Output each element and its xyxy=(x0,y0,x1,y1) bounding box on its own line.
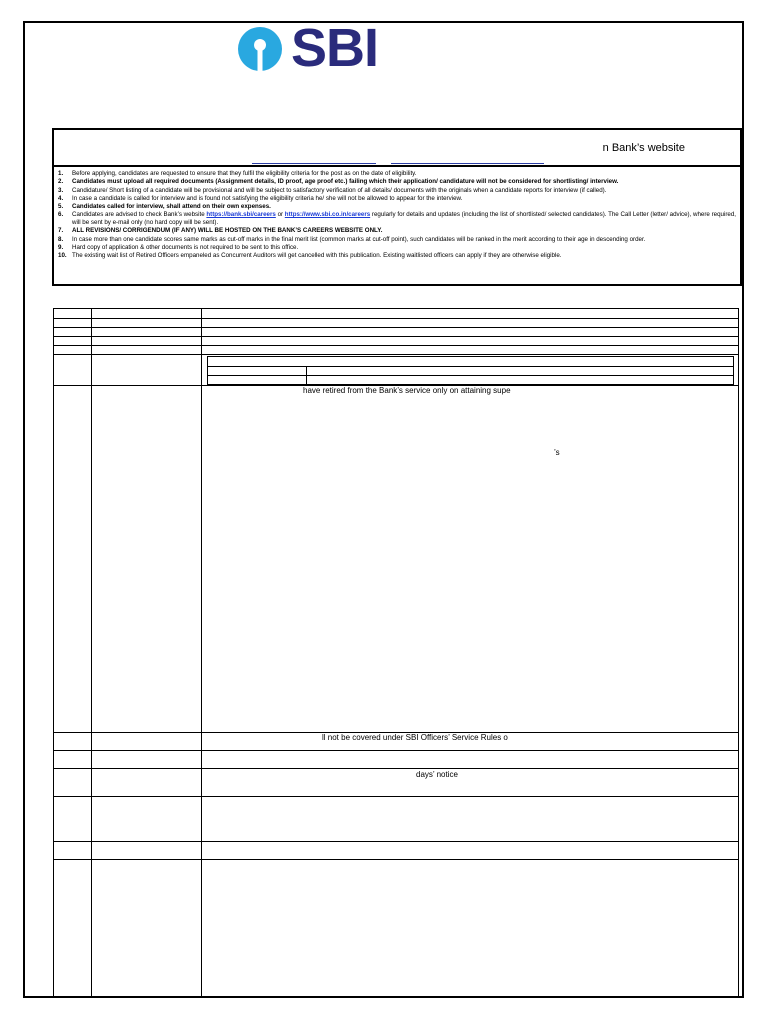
list-item: 4. In case a candidate is called for interview and is found not satisfying the eligibility criteria he/ she will not be allowed to appear for the interview. xyxy=(58,194,463,202)
inner-grid-line xyxy=(208,375,733,376)
sbi-logo-text: SBI xyxy=(291,18,379,78)
table-divider xyxy=(201,309,202,997)
inner-grid xyxy=(207,356,734,385)
notice-box xyxy=(52,128,742,286)
inner-grid-line xyxy=(306,366,307,385)
text-fragment: ll not be covered under SBI Officers’ Service Rules o xyxy=(322,733,508,742)
instructions-list xyxy=(58,170,736,261)
list-item: 6. Candidates are advised to check Bank’s website https://bank.sbi/careers or https://www.sbi.co.in/careers regularly for details and updates (including the list of shortlisted/ selected candidates). The Call Letter (letter/ advice), where required, will be sent by e-mail only (no hard copy will be sent). xyxy=(58,211,737,227)
notice-header-text: n Bank’s website xyxy=(602,142,685,154)
careers-link[interactable]: https://www.sbi.co.in/careers xyxy=(284,211,371,219)
table-row-line xyxy=(54,841,738,842)
list-item: 3. Candidature/ Short listing of a candidate will be provisional and will be subject to satisfactory verification of all details/ documents with the originals when a candidate reports for interview (if called). xyxy=(58,186,607,194)
list-item: 5. Candidates called for interview, shall attend on their own expenses. xyxy=(58,203,271,211)
table-row-line xyxy=(54,750,738,751)
details-table xyxy=(53,308,739,998)
table-row-line xyxy=(54,336,738,337)
list-item: 7. ALL REVISIONS/ CORRIGENDUM (IF ANY) WILL BE HOSTED ON THE BANK’S CAREERS WEBSITE ONLY. xyxy=(58,227,383,235)
list-item: 8. In case more than one candidate scores same marks as cut-off marks in the final merit list (common marks at cut-off point), such candidates will be ranked in the merit according to their age in descending order. xyxy=(58,235,646,243)
table-row-line xyxy=(54,796,738,797)
inner-grid-line xyxy=(208,366,733,367)
list-item: 9. Hard copy of application & other documents is not required to be sent to this office. xyxy=(58,244,299,252)
list-item: 2. Candidates must upload all required documents (Assignment details, ID proof, age proof etc.) failing which their application/ candidature will not be considered for shortlisting/ interview. xyxy=(58,178,619,186)
sbi-logo-icon xyxy=(237,26,283,72)
table-row-line xyxy=(54,768,738,769)
text-fragment: ’s xyxy=(554,448,560,457)
table-row-line xyxy=(54,327,738,328)
careers-link[interactable]: https://bank.sbi/careers xyxy=(206,211,276,219)
notice-header xyxy=(54,130,740,167)
header-underline xyxy=(252,163,376,164)
table-row-line xyxy=(54,318,738,319)
header-underline xyxy=(391,163,544,164)
table-divider xyxy=(91,309,92,997)
table-row-line xyxy=(54,354,738,355)
text-fragment: have retired from the Bank’s service only on attaining supe xyxy=(303,386,511,395)
list-item: 10. The existing wait list of Retired Officers empaneled as Concurrent Auditors will get cancelled with this publication. Existing waitlisted officers can apply if they are otherwise eligible. xyxy=(58,252,562,260)
text-fragment: days’ notice xyxy=(416,770,458,779)
list-item: 1. Before applying, candidates are requested to ensure that they fulfil the eligibility criteria for the post as on the date of eligibility. xyxy=(58,170,417,177)
table-row-line xyxy=(54,345,738,346)
table-row-line xyxy=(54,859,738,860)
